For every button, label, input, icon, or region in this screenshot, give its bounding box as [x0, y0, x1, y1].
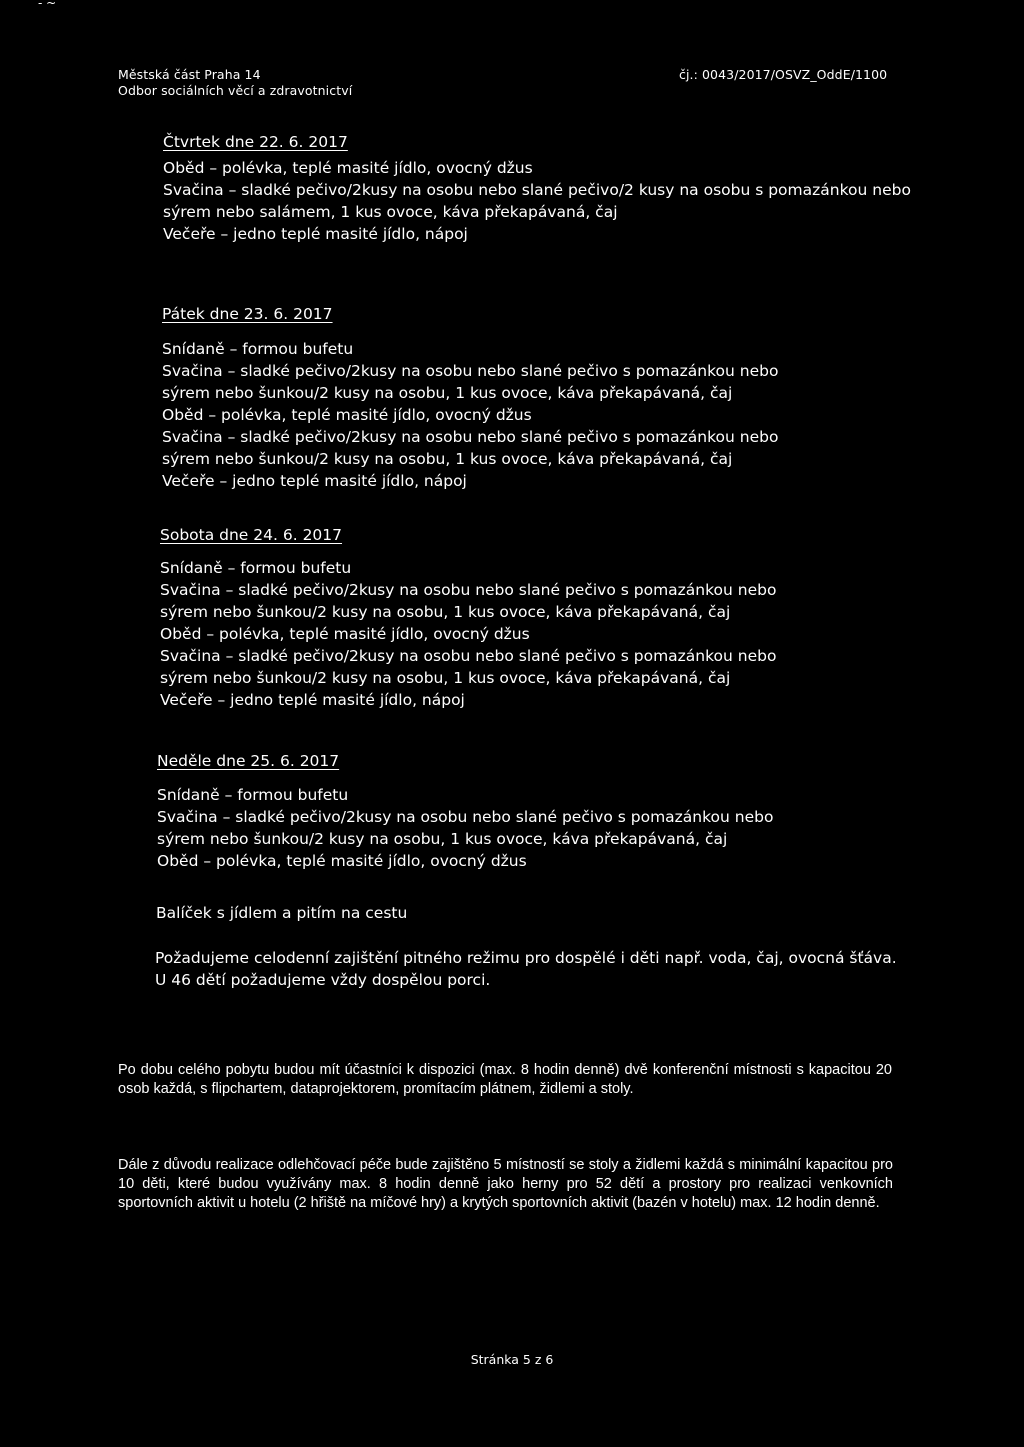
drinking-regime-line: U 46 dětí požadujeme vždy dospělou porci. [155, 971, 491, 989]
respite-care-paragraph: Dále z důvodu realizace odlehčovací péče bude zajištěno 5 místností se stoly a židlemi každá s minimální kapacitou pro 10 děti, které budou využívány max. 8 hodin denně jako herny pro 52 dětí a prostory pro realizaci venkovních sportovních aktivit u hotelu (2 hřiště na míčové hry) a krytých sportovních aktivit (bazén v hotelu) max. 12 hodin denně. [118, 1157, 893, 1211]
day-section-friday [162, 304, 333, 324]
day-title: Neděle dne 25. 6. 2017 [157, 752, 340, 770]
packed-meal-note: Balíček s jídlem a pitím na cestu [156, 904, 408, 922]
menu-line: Svačina – sladké pečivo/2kusy na osobu nebo slané pečivo s pomazánkou nebo [162, 362, 779, 380]
menu-line: Oběd – polévka, teplé masité jídlo, ovocný džus [157, 852, 527, 870]
menu-line: Snídaně – formou bufetu [162, 340, 354, 358]
menu-line: Oběd – polévka, teplé masité jídlo, ovocný džus [162, 406, 532, 424]
menu-line: Oběd – polévka, teplé masité jídlo, ovocný džus [160, 625, 530, 643]
day-section-thursday [163, 132, 348, 152]
menu-line: sýrem nebo šunkou/2 kusy na osobu, 1 kus ovoce, káva překapávaná, čaj [157, 830, 728, 848]
page-number-footer: Stránka 5 z 6 [470, 1352, 554, 1367]
menu-line: Oběd – polévka, teplé masité jídlo, ovocný džus [163, 159, 533, 177]
menu-line: Svačina – sladké pečivo/2kusy na osobu nebo slané pečivo s pomazánkou nebo [160, 581, 777, 599]
day-menu-thursday [163, 157, 911, 245]
drinking-regime-note [155, 947, 897, 991]
menu-line: sýrem nebo šunkou/2 kusy na osobu, 1 kus ovoce, káva překapávaná, čaj [160, 603, 731, 621]
menu-line: Snídaně – formou bufetu [160, 559, 352, 577]
day-menu-friday [162, 338, 778, 492]
day-section-saturday [160, 525, 342, 545]
menu-line: Snídaně – formou bufetu [157, 786, 349, 804]
menu-line: sýrem nebo šunkou/2 kusy na osobu, 1 kus ovoce, káva překapávaná, čaj [162, 450, 733, 468]
header-org-line2: Odbor sociálních věcí a zdravotnictví [118, 83, 353, 98]
menu-line: Večeře – jedno teplé masité jídlo, nápoj [162, 472, 467, 490]
header-org-line1: Městská část Praha 14 [118, 67, 261, 82]
menu-line: Svačina – sladké pečivo/2kusy na osobu nebo slané pečivo/2 kusy na osobu s pomazánkou nebo [163, 181, 911, 199]
menu-line: Svačina – sladké pečivo/2kusy na osobu nebo slané pečivo s pomazánkou nebo [160, 647, 777, 665]
day-title: Pátek dne 23. 6. 2017 [162, 305, 333, 323]
day-menu-sunday [157, 784, 773, 872]
menu-line: Večeře – jedno teplé masité jídlo, nápoj [160, 691, 465, 709]
drinking-regime-line: Požadujeme celodenní zajištění pitného režimu pro dospělé i děti např. voda, čaj, ovocná šťáva. [155, 949, 897, 967]
conference-rooms-paragraph: Po dobu celého pobytu budou mít účastníci k dispozici (max. 8 hodin denně) dvě konferenční místnosti s kapacitou 20 osob každá, s flipchartem, dataprojektorem, promítacím plátnem, židlemi a stoly. [118, 1062, 892, 1097]
menu-line: sýrem nebo salámem, 1 kus ovoce, káva překapávaná, čaj [163, 203, 618, 221]
header-org [118, 67, 352, 99]
header-reference: čj.: 0043/2017/OSVZ_OddE/1100 [679, 67, 888, 82]
corner-scan-mark: - ~ [38, 0, 57, 10]
day-section-sunday [157, 751, 339, 771]
menu-line: sýrem nebo šunkou/2 kusy na osobu, 1 kus ovoce, káva překapávaná, čaj [162, 384, 733, 402]
menu-line: Svačina – sladké pečivo/2kusy na osobu nebo slané pečivo s pomazánkou nebo [162, 428, 779, 446]
day-title: Sobota dne 24. 6. 2017 [160, 526, 343, 544]
day-title: Čtvrtek dne 22. 6. 2017 [163, 133, 348, 151]
day-menu-saturday [160, 557, 776, 711]
menu-line: Večeře – jedno teplé masité jídlo, nápoj [163, 225, 468, 243]
menu-line: Svačina – sladké pečivo/2kusy na osobu nebo slané pečivo s pomazánkou nebo [157, 808, 774, 826]
menu-line: sýrem nebo šunkou/2 kusy na osobu, 1 kus ovoce, káva překapávaná, čaj [160, 669, 731, 687]
